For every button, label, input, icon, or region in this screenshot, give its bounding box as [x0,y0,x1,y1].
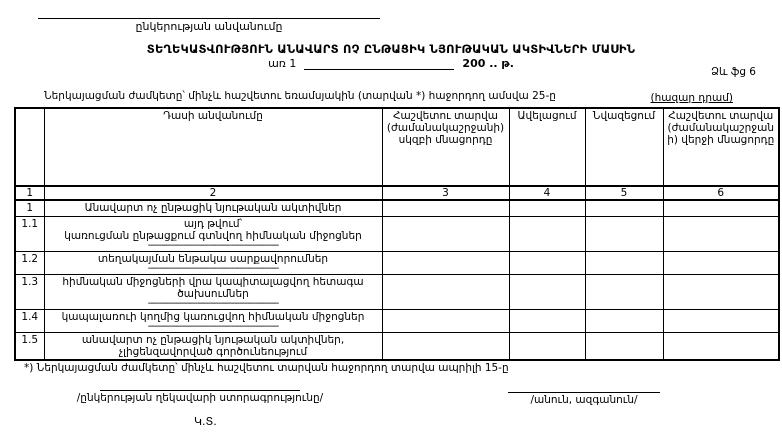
row-label [44,200,382,217]
signature-caption-right: /անուն, ազգանուն/ [530,394,638,406]
header-cell-opening-balance: Հաշվետու տարվա (ժամանակաշրջանի) սկզբի մնացորդը [382,108,509,186]
value-cell [585,252,663,275]
signature-blank-line-right [508,381,660,393]
row-code: 1.5 [15,333,44,361]
row-label-text: կառուցման ընթացքում գտնվող հիմնական միջոցներ [64,230,362,242]
row-code: 1.1 [15,217,44,252]
column-number-row [15,186,779,200]
signature-caption-left: /ընկերության ղեկավարի ստորագրությունը/ [76,392,324,404]
value-cell [509,333,585,361]
header-cell-class-name: Դասի անվանումը [44,108,382,186]
row-label [44,275,382,310]
value-cell [585,200,663,217]
signature-blank-line-left [100,379,300,391]
value-cell [382,200,509,217]
row-label-text: տեղակայման ենթակա սարքավորումներ [97,253,329,265]
column-number: 5 [585,186,663,200]
table-row [15,200,779,217]
value-cell [585,310,663,333]
seal-mark: Կ.Տ. [194,415,217,428]
value-cell [663,333,779,361]
date-prefix: առ 1 [268,57,297,70]
value-cell [382,333,509,361]
column-number: 3 [382,186,509,200]
dash-separator: -------------------------------------------------- [147,323,279,331]
row-label-text: կապալառուի կողմից կառուցվող հիմնական միջոցներ [61,311,365,323]
row-label-text: այդ թվում՝ [183,218,243,230]
value-cell [585,275,663,310]
company-name-label: ընկերության անվանումը [135,20,283,33]
dash-separator: -------------------------------------------------- [147,300,279,308]
company-name-blank-line [38,5,380,19]
dash-separator: -------------------------------------------------- [147,265,279,273]
report-date-line [0,57,782,70]
row-label [44,217,382,252]
column-number: 1 [15,186,44,200]
header-cell-closing-balance: Հաշվետու տարվա (ժամանակաշրջանի) վերջի մնացորդը [663,108,779,186]
table-row [15,252,779,275]
dash-separator: -------------------------------------------------- [147,242,279,250]
table-row [15,310,779,333]
date-suffix: 200 .. թ. [462,57,514,70]
column-number: 6 [663,186,779,200]
row-code: 1 [15,200,44,217]
value-cell [663,200,779,217]
row-code: 1.3 [15,275,44,310]
unit-note: (հազար դրամ) [650,92,733,104]
value-cell [509,252,585,275]
header-cell-row-number [15,108,44,186]
date-blank-line [304,58,454,70]
value-cell [663,275,779,310]
row-label-text: անավարտ ոչ ընթացիկ նյութական ակտիվներ, չլիցենզավորված գործունեությում [81,334,345,358]
header-cell-decrease: Նվազեցում [585,108,663,186]
table-row [15,333,779,361]
report-table [14,107,780,361]
value-cell [382,217,509,252]
table-row [15,275,779,310]
row-label-text: հիմնական միջոցների վրա կապիտալացվող հետագա ծախսումներ [62,276,364,300]
form-code: Ձև ֆց 6 [710,66,756,78]
deadline-note: Ներկայացման ժամկետը՝ մինչև հաշվետու եռամսյակին (տարվան *) հաջորդող ամսվա 25-ը [44,90,556,102]
footnote: *) Ներկայացման ժամկետը՝ մինչև հաշվետու տարվան հաջորդող տարվա ապրիլի 15-ը [24,362,509,374]
row-label-text: Անավարտ ոչ ընթացիկ նյութական ակտիվներ [84,202,342,214]
row-code: 1.4 [15,310,44,333]
value-cell [509,217,585,252]
value-cell [509,275,585,310]
column-number: 4 [509,186,585,200]
row-label [44,310,382,333]
column-number: 2 [44,186,382,200]
header-cell-increase: Ավելացում [509,108,585,186]
value-cell [585,333,663,361]
value-cell [509,200,585,217]
value-cell [382,252,509,275]
value-cell [663,217,779,252]
table-row [15,217,779,252]
value-cell [585,217,663,252]
form-title: ՏԵՂԵԿԱՏՎՈՒԹՅՈՒՆ ԱՆԱՎԱՐՏ ՈՉ ԸՆԹԱՑԻԿ ՆՅՈՒԹԱԿԱՆ ԱԿՏԻՎՆԵՐԻ ՄԱՍԻՆ [146,42,636,56]
value-cell [663,252,779,275]
value-cell [509,310,585,333]
value-cell [382,275,509,310]
row-code: 1.2 [15,252,44,275]
table-header-row [15,108,779,186]
row-label [44,333,382,361]
row-label [44,252,382,275]
value-cell [663,310,779,333]
value-cell [382,310,509,333]
